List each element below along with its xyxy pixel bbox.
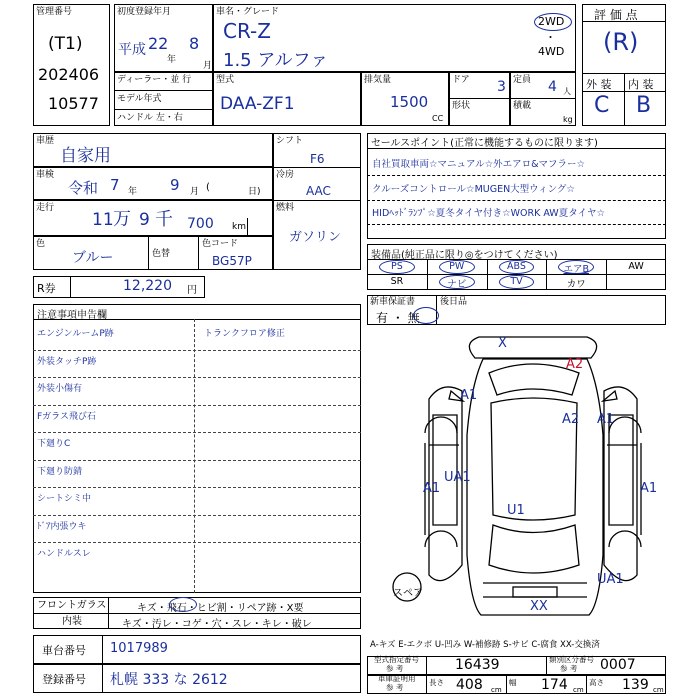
equip-item: TV — [510, 276, 523, 287]
mgmt-code: (T1) — [48, 34, 83, 54]
len-unit: cm — [491, 686, 502, 694]
color-code: BG57P — [212, 254, 252, 268]
inspect-label: 車検 — [36, 170, 55, 180]
mileage-sen-unit: 千 — [155, 209, 173, 230]
equip-check-circle — [439, 275, 475, 289]
equip-col-divider — [546, 259, 547, 274]
ext-grade: C — [594, 93, 610, 118]
drive-dot: ・ — [545, 31, 556, 44]
legend-text: A-キズ E-エクボ U-凹み W-補修跡 S-サビ C-腐食 XX-交換済 — [370, 640, 600, 650]
note-row-divider — [33, 405, 361, 406]
r-label: R券 — [37, 282, 56, 295]
mgmt-num1: 202406 — [38, 65, 100, 84]
equip-title: 装備品(純正品に限り◎をつけてください) — [371, 250, 558, 261]
reg-month-unit: 月 — [203, 61, 213, 71]
inspect-year: 7 — [110, 176, 120, 194]
len-value: 408 — [456, 677, 483, 693]
color-change-label: 色替 — [152, 249, 171, 259]
sales-line: クルーズコントロール☆MUGEN大型ウィング☆ — [372, 184, 575, 195]
note-item: シートシミ中 — [37, 494, 92, 504]
car-name-label: 車名・グレード — [216, 7, 280, 17]
spare-label: スペア — [393, 588, 423, 599]
note-row-divider — [33, 350, 361, 351]
equip-check-circle — [499, 275, 535, 289]
disp-value: 1500 — [390, 93, 429, 111]
equip-col-divider — [487, 259, 488, 274]
fuel-value: ガソリン — [289, 230, 342, 245]
equip-item: ABS — [507, 261, 526, 272]
equip-item: ナビ — [447, 279, 467, 290]
note-item: 下廻りC — [37, 439, 71, 449]
inspect-month: 9 — [170, 176, 180, 194]
note-row-divider — [33, 432, 361, 433]
note-item: 外装小傷有 — [37, 384, 83, 394]
doors-value: 3 — [497, 79, 506, 95]
equip-item: SR — [390, 276, 404, 287]
sales-line: HIDﾍｯﾄﾞﾗﾝﾌﾟ☆夏冬タイヤ付き☆WORK AW夏タイヤ☆ — [372, 208, 606, 219]
r-box — [33, 276, 205, 298]
damage-mark: A1 — [460, 388, 478, 403]
equip-item: PS — [391, 261, 403, 272]
color-value: ブルー — [72, 250, 114, 266]
mileage-man: 11 — [92, 210, 114, 230]
shape-label: 形状 — [452, 101, 471, 111]
inspect-day-unit: 日) — [248, 187, 261, 197]
equip-col-divider — [427, 259, 428, 274]
note-item: 外装タッチP跡 — [37, 356, 97, 367]
mileage-man-unit: 万 — [113, 209, 131, 230]
warranty-label: 新車保証書 — [370, 297, 416, 307]
equip-check-circle — [558, 260, 594, 274]
drive-4wd: 4WD — [538, 45, 565, 58]
car-grade: 1.5 アルファ — [223, 50, 329, 71]
equip-col-divider — [487, 274, 488, 289]
equip-col-divider — [427, 274, 428, 289]
warranty-value: 有 ・ 無 — [376, 311, 420, 325]
cert-sub: 参 考 — [386, 683, 404, 692]
damage-mark: UA1 — [597, 572, 624, 587]
reg-date-label: 初度登録年月 — [117, 7, 172, 17]
mileage-sen: 9 — [139, 210, 150, 230]
cap-unit: 人 — [563, 87, 571, 96]
chassis-value: 1017989 — [110, 641, 168, 656]
inspect-year-unit: 年 — [128, 187, 138, 197]
damage-mark: A1 — [597, 412, 615, 427]
equip-item: カワ — [566, 279, 586, 290]
mileage-label: 走行 — [36, 203, 55, 213]
note-item: Fガラス飛び石 — [37, 411, 96, 422]
note-item: ﾄﾞｱ内張ウキ — [37, 521, 87, 532]
damage-mark: UA1 — [444, 470, 471, 485]
ac-value: AAC — [306, 184, 331, 198]
hgt-label: 高さ — [589, 678, 604, 687]
inspect-day: ( — [206, 182, 210, 193]
inspect-era: 令和 — [68, 179, 99, 197]
equip-col-divider — [546, 274, 547, 289]
damage-mark: A1 — [640, 481, 658, 496]
type-num-label: 型式指定番号 — [374, 655, 419, 664]
eval-label: 評 価 点 — [594, 8, 638, 22]
equip-col-divider — [606, 274, 607, 289]
int-label: 内 装 — [628, 78, 654, 91]
reg-no-label: 登録番号 — [42, 673, 86, 686]
note-row-divider — [33, 542, 361, 543]
cap-value: 4 — [548, 79, 557, 95]
shift-label: シフト — [276, 136, 304, 146]
note-item: ハンドルスレ — [37, 549, 91, 559]
class-num-value: 0007 — [600, 657, 636, 673]
mgmt-num2: 10577 — [48, 94, 99, 113]
hgt-value: 139 — [622, 677, 649, 693]
reg-year-unit: 年 — [167, 55, 177, 65]
fg-value: キズ・飛石・ヒビ割・リペア跡・X要 — [137, 603, 304, 614]
warranty-later-label: 後日品 — [440, 297, 468, 307]
mileage-unit: km — [232, 222, 246, 232]
reg-era: 平成 — [118, 42, 146, 58]
note-row-divider — [33, 487, 361, 488]
equip-check-circle — [439, 260, 475, 274]
reg-year: 22 — [148, 34, 169, 53]
damage-mark: XX — [530, 599, 548, 614]
class-num-label: 類別区分番号 — [549, 655, 594, 664]
int-label: 内装 — [62, 616, 82, 627]
type-value: DAA-ZF1 — [220, 94, 295, 114]
type-label: 型式 — [216, 75, 235, 85]
type-num-sub: 参 考 — [386, 664, 404, 673]
wid-label: 幅 — [509, 678, 517, 687]
mileage-rest: 700 — [187, 216, 214, 232]
color-code-label: 色コード — [202, 239, 239, 249]
mgmt-label: 管理番号 — [36, 7, 73, 17]
sales-line: 自社買取車両☆マニュアル☆外エアロ&マフラー☆ — [372, 159, 586, 170]
disp-unit: CC — [432, 114, 444, 123]
wid-unit: cm — [573, 686, 584, 694]
drive-2wd: 2WD — [538, 15, 565, 28]
dealer-label: ディーラー・並 行 — [117, 75, 192, 85]
r-value: 12,220 — [123, 278, 172, 294]
eval-score: (R) — [603, 28, 639, 56]
reg-month: 8 — [189, 34, 200, 53]
color-label: 色 — [36, 239, 46, 249]
equip-check-circle — [499, 260, 535, 274]
load-unit: kg — [563, 115, 573, 124]
equip-item: エアB — [563, 264, 590, 275]
cert-label: 車庫証明用 — [378, 674, 416, 683]
note-row-divider — [33, 460, 361, 461]
load-label: 積載 — [513, 101, 532, 111]
note-item: エンジンルームP跡 — [37, 329, 114, 339]
disp-label: 排気量 — [364, 75, 392, 85]
doors-label: ドア — [452, 75, 470, 85]
fg-label: フロントガラス — [37, 600, 107, 611]
note-row-divider — [33, 515, 361, 516]
int-value: キズ・汚レ・コゲ・穴・スレ・キレ・破レ — [122, 619, 312, 630]
equip-item: PW — [449, 261, 465, 272]
usage-label: 車歴 — [36, 136, 55, 146]
warranty-mu-circle — [413, 307, 439, 324]
handle-label: ハンドル 左・右 — [117, 113, 183, 123]
cap-label: 定員 — [513, 75, 532, 85]
flying-stone-circle — [169, 597, 197, 612]
inspect-month-unit: 月 — [190, 187, 200, 197]
r-unit: 円 — [187, 285, 197, 296]
class-num-sub: 参 考 — [560, 664, 578, 673]
damage-mark: A2 — [566, 357, 584, 372]
note-row-divider — [33, 377, 361, 378]
chassis-label: 車台番号 — [42, 644, 86, 657]
damage-mark: U1 — [507, 503, 525, 518]
usage-value: 自家用 — [60, 146, 111, 166]
shift-value: F6 — [310, 152, 325, 166]
ext-label: 外 装 — [586, 78, 612, 91]
notes-title: 注意事項申告欄 — [37, 310, 107, 321]
damage-mark: A1 — [423, 481, 441, 496]
reg-no-value: 札幌 333 な 2612 — [110, 672, 228, 688]
damage-mark: A2 — [562, 412, 580, 427]
ac-label: 冷房 — [276, 170, 295, 180]
type-num-value: 16439 — [455, 657, 500, 673]
hgt-unit: cm — [653, 686, 664, 694]
len-label: 長さ — [429, 678, 444, 687]
car-name: CR-Z — [223, 19, 271, 43]
damage-mark: X — [498, 336, 507, 351]
equip-check-circle — [379, 260, 415, 274]
note-item: トランクフロア修正 — [204, 329, 285, 339]
sales-title: セールスポイント(正常に機能するものに限ります) — [371, 138, 598, 149]
equip-item: AW — [628, 261, 644, 272]
int-grade: B — [636, 93, 652, 118]
note-item: 下廻り防錆 — [37, 466, 83, 477]
fuel-label: 燃料 — [276, 203, 295, 213]
wid-value: 174 — [541, 677, 568, 693]
model-year-label: モデル年式 — [117, 94, 162, 104]
equip-col-divider — [606, 259, 607, 274]
